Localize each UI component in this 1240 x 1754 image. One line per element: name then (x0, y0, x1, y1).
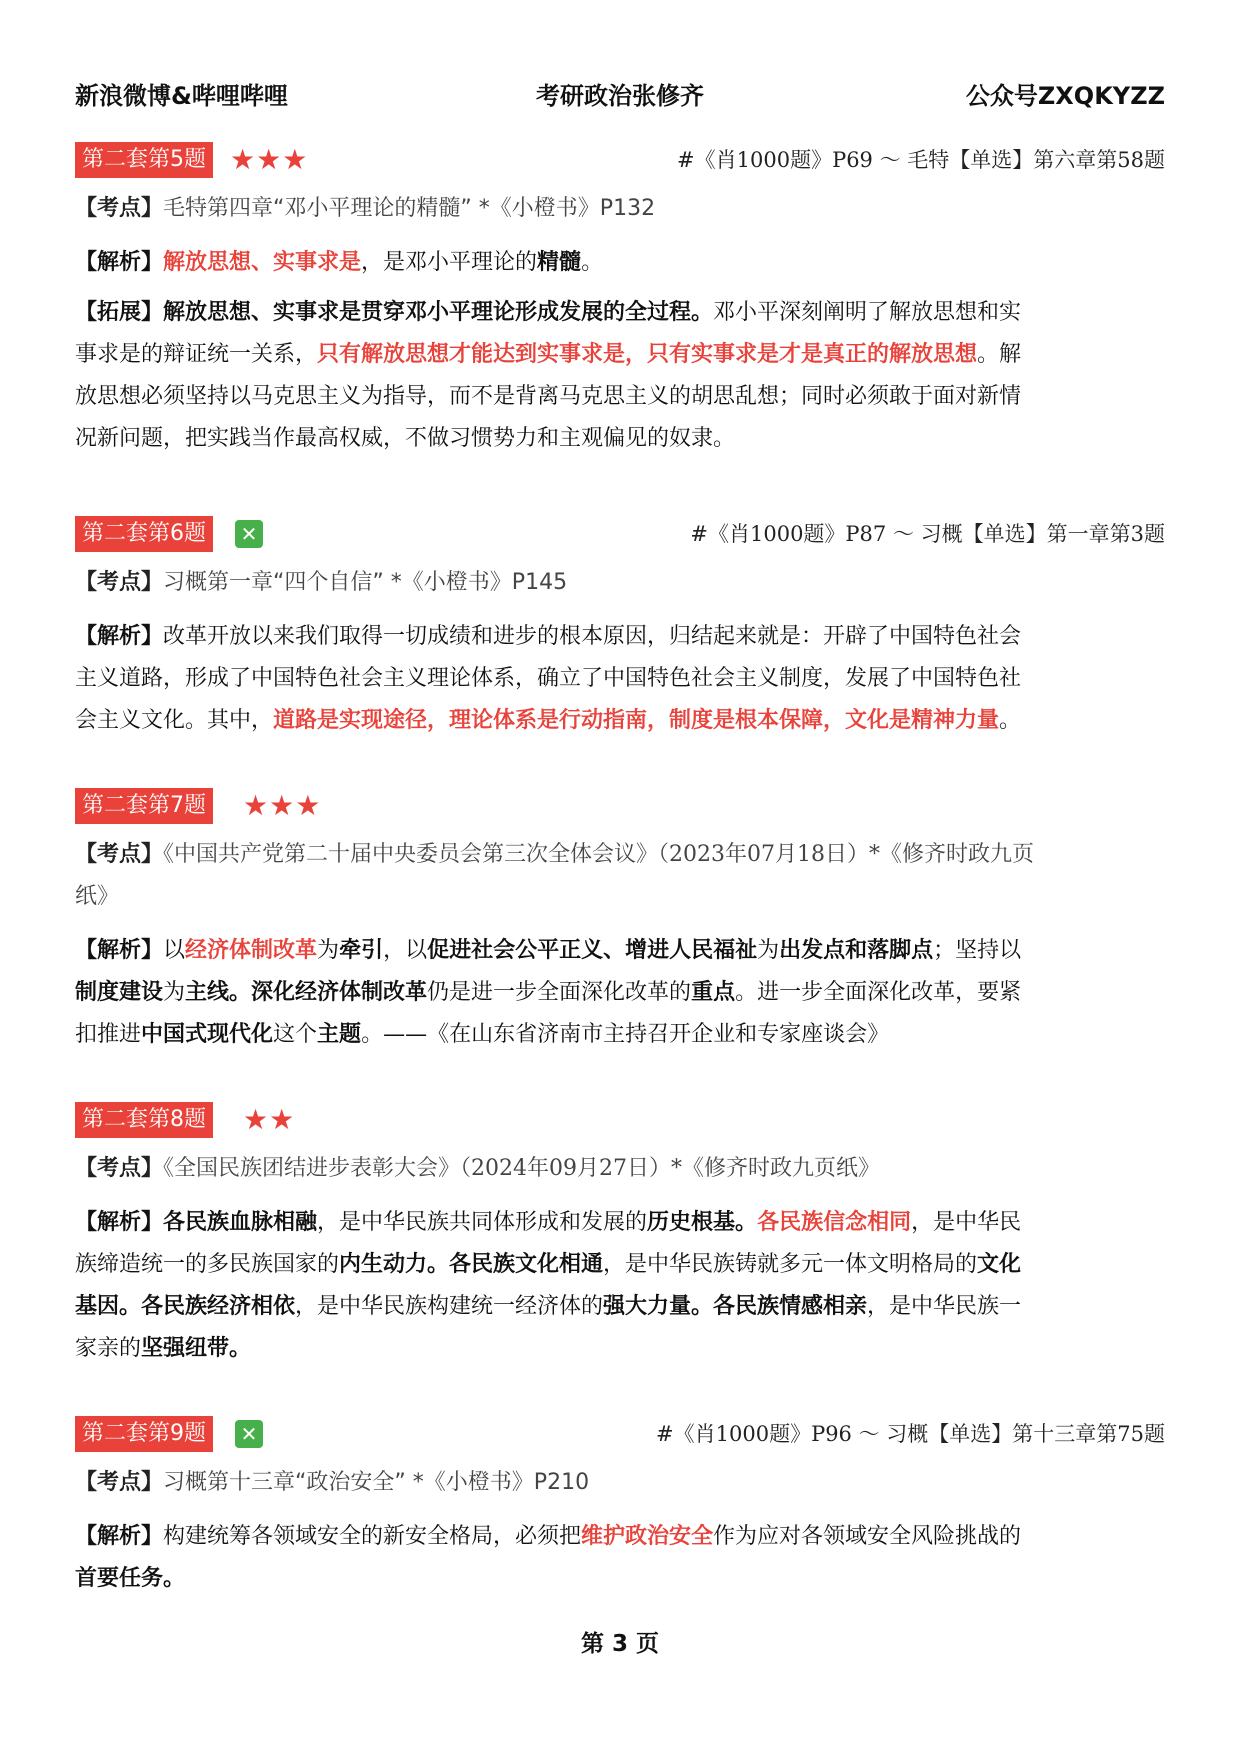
plain-text: 仍是进一步全面深化改革的 (427, 980, 692, 1005)
bold-text: 首要任务。 (75, 1566, 186, 1591)
q7-kaodian-line-1 (75, 834, 1165, 876)
q6-jiexi-line-2: 主义道路，形成了中国特色社会主义理论体系，确立了中国特色社会主义制度，发展了中国特色社 (75, 666, 1022, 691)
plain-text: 改革开放以来我们取得一切成绩和进步的根本原因，归结起来就是：开辟了中国特色社会 (163, 624, 1022, 649)
difficulty-stars: ★★★ (243, 789, 322, 822)
question-tag: 第二套第9题 (75, 1416, 213, 1452)
bold-text: 牵引 (339, 938, 384, 963)
question-tag: 第二套第8题 (75, 1102, 213, 1138)
page-header (75, 78, 1165, 114)
plain-text: ，是邓小平理论的 (361, 250, 538, 275)
plain-text: 以 (163, 938, 186, 963)
kaodian-label: 【考点】 (75, 1470, 164, 1495)
q5-jiexi (75, 242, 1165, 284)
q6-kaodian (75, 562, 1165, 604)
plain-text: ，是中华民族铸就多元一体文明格局的 (603, 1252, 978, 1277)
plain-text: ，是中华民族共同体形成和发展的 (317, 1210, 648, 1235)
highlight-text: 经济体制改革 (185, 938, 318, 963)
kaodian-text: 毛特第四章“邓小平理论的精髓” *《小橙书》P132 (163, 196, 656, 221)
q9-jiexi-line-2 (75, 1558, 1165, 1600)
q8-jiexi-line-4 (75, 1328, 1165, 1370)
highlight-text: 维护政治安全 (581, 1524, 714, 1549)
highlight-text: 解放思想、实事求是 (163, 250, 362, 275)
difficulty-stars: ★★★ (230, 143, 309, 176)
page-number: 第 3 页 (580, 1631, 660, 1657)
plain-text: 事求是的辩证统一关系， (75, 342, 318, 367)
highlight-text: 只有解放思想才能达到实事求是，只有实事求是才是真正的解放思想 (317, 342, 978, 367)
plain-text: 作为应对各领域安全风险挑战的 (713, 1524, 1022, 1549)
bold-text: 中国式现代化 (141, 1022, 274, 1047)
q6-jiexi-line-1 (75, 616, 1165, 658)
q9-jiexi-line-1 (75, 1516, 1165, 1558)
highlight-text: 道路是实现途径，理论体系是行动指南，制度是根本保障，文化是精神力量 (273, 708, 1000, 733)
question-source: #《肖1000题》P96 ～ 习概【单选】第十三章第75题 (656, 1422, 1165, 1446)
question-7-header (75, 786, 1165, 826)
jiexi-label: 【解析】 (75, 624, 164, 649)
plain-text: 。解 (977, 342, 1022, 367)
plain-text: 扣推进 (75, 1022, 142, 1047)
bold-text: 内生动力。各民族文化相通 (339, 1252, 604, 1277)
question-tag: 第二套第6题 (75, 516, 213, 552)
bold-text: 出发点和落脚点 (779, 938, 934, 963)
jiexi-label: 【解析】 (75, 250, 164, 275)
bold-text: 促进社会公平正义、增进人民福祉 (427, 938, 758, 963)
q5-tuozhan-line-3: 放思想必须坚持以马克思主义为指导，而不是背离马克思主义的胡思乱想；同时必须敢于面对新情 (75, 384, 1022, 409)
kaodian-text: 《中国共产党第二十届中央委员会第三次全体会议》（2023年07月18日）*《修齐时政九页 (163, 842, 1034, 867)
bold-text: 强大力量。各民族情感相亲 (603, 1294, 868, 1319)
plain-text: 会主义文化。其中， (75, 708, 274, 733)
plain-text: 。 (999, 708, 1022, 733)
header-title: 考研政治张修齐 (536, 82, 704, 110)
q5-tuozhan-line-1 (75, 292, 1165, 334)
plain-text: 族缔造统一的多民族国家的 (75, 1252, 340, 1277)
q5-tuozhan-line-4: 况新问题，把实践当作最高权威，不做习惯势力和主观偏见的奴隶。 (75, 426, 736, 451)
q8-jiexi-line-3 (75, 1286, 1165, 1328)
bold-text: 精髓 (537, 250, 582, 275)
kaodian-label: 【考点】 (75, 842, 164, 867)
q6-jiexi-line-3 (75, 700, 1165, 742)
tuozhan-label: 【拓展】 (75, 300, 164, 325)
bold-text: 主题 (317, 1022, 362, 1047)
q8-kaodian (75, 1148, 1165, 1190)
wrong-mark-icon: ✕ (235, 1420, 263, 1448)
plain-text: 家亲的 (75, 1336, 142, 1361)
kaodian-text: 习概第一章“四个自信” *《小橙书》P145 (163, 570, 568, 595)
kaodian-text: 《全国民族团结进步表彰大会》（2024年09月27日）*《修齐时政九页纸》 (163, 1156, 880, 1181)
question-tag: 第二套第7题 (75, 788, 213, 824)
plain-text: 这个 (273, 1022, 318, 1047)
kaodian-label: 【考点】 (75, 196, 164, 221)
q7-jiexi-line-2 (75, 972, 1165, 1014)
q5-kaodian (75, 188, 1165, 230)
header-account: 公众号ZXQKYZZ (965, 82, 1165, 110)
bold-text: 坚强纽带。 (141, 1336, 252, 1361)
bold-text: 重点 (691, 980, 736, 1005)
difficulty-stars: ★★ (243, 1103, 296, 1136)
bold-text: 制度建设 (75, 980, 164, 1005)
question-5-header (75, 140, 1165, 180)
kaodian-text: 习概第十三章“政治安全” *《小橙书》P210 (163, 1470, 590, 1495)
q8-jiexi-line-1 (75, 1202, 1165, 1244)
jiexi-label: 【解析】 (75, 938, 164, 963)
kaodian-label: 【考点】 (75, 1156, 164, 1181)
highlight-text: 各民族信念相同 (757, 1210, 912, 1235)
bold-text: 解放思想、实事求是贯穿邓小平理论形成发展的全过程。 (163, 300, 714, 325)
plain-text: ，以 (383, 938, 428, 963)
wrong-mark-icon: ✕ (235, 520, 263, 548)
plain-text: 为 (317, 938, 340, 963)
q7-jiexi-line-3 (75, 1014, 1165, 1056)
plain-text: ，是中华民族一 (867, 1294, 1022, 1319)
question-9-header (75, 1414, 1165, 1454)
header-weibo-bilibili: 新浪微博&哔哩哔哩 (75, 82, 288, 110)
question-6-header (75, 514, 1165, 554)
plain-text: ，是中华民族构建统一经济体的 (295, 1294, 604, 1319)
q7-jiexi-line-1 (75, 930, 1165, 972)
bold-text: 历史根基。 (647, 1210, 758, 1235)
plain-text: 为 (757, 938, 780, 963)
plain-text: 为 (163, 980, 186, 1005)
q7-kaodian-line-2: 纸》 (75, 884, 120, 909)
jiexi-label: 【解析】 (75, 1210, 164, 1235)
bold-text: 基因。各民族经济相依 (75, 1294, 296, 1319)
kaodian-label: 【考点】 (75, 570, 164, 595)
bold-text: 文化 (977, 1252, 1022, 1277)
question-source: #《肖1000题》P87 ～ 习概【单选】第一章第3题 (690, 522, 1165, 546)
plain-text: 构建统筹各领域安全的新安全格局，必须把 (163, 1524, 582, 1549)
plain-text: ，是中华民 (911, 1210, 1022, 1235)
question-8-header (75, 1100, 1165, 1140)
plain-text: 。进一步全面深化改革，要紧 (735, 980, 1022, 1005)
q8-jiexi-line-2 (75, 1244, 1165, 1286)
question-tag: 第二套第5题 (75, 142, 213, 178)
question-source: #《肖1000题》P69 ～ 毛特【单选】第六章第58题 (677, 148, 1165, 172)
plain-text: ；坚持以 (933, 938, 1022, 963)
bold-text: 各民族血脉相融 (163, 1210, 318, 1235)
plain-text: 邓小平深刻阐明了解放思想和实 (713, 300, 1022, 325)
jiexi-label: 【解析】 (75, 1524, 164, 1549)
bold-text: 主线。深化经济体制改革 (185, 980, 428, 1005)
q5-tuozhan-line-2 (75, 334, 1165, 376)
q9-kaodian (75, 1462, 1165, 1504)
plain-text: 。——《在山东省济南市主持召开企业和专家座谈会》 (361, 1022, 890, 1047)
plain-text: 。 (581, 250, 604, 275)
